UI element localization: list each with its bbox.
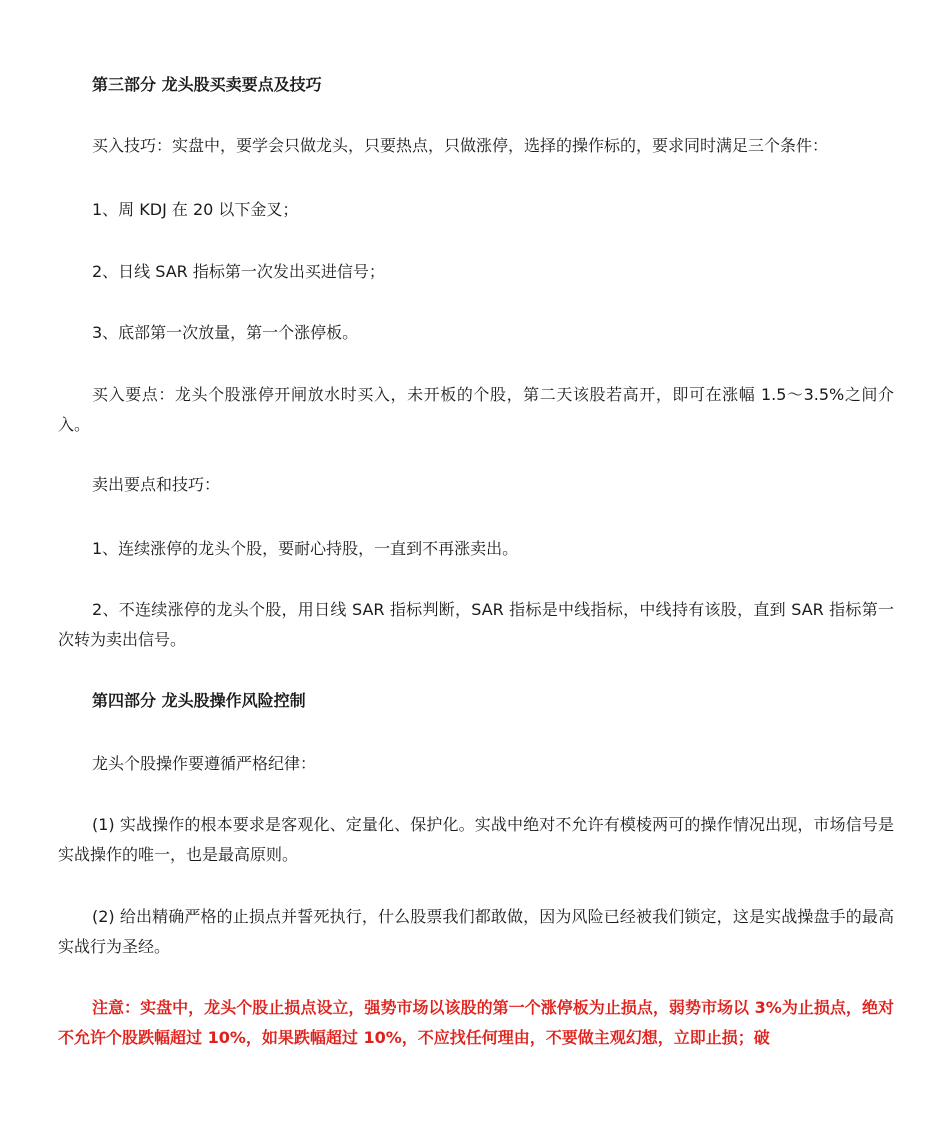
buy-points-paragraph: 买入要点：龙头个股涨停开闸放水时买入，未开板的个股，第二天该股若高开，即可在涨幅 1.5～3.5%之间介入。 xyxy=(58,385,894,434)
sell-rule-1: 1、连续涨停的龙头个股，要耐心持股，一直到不再涨卖出。 xyxy=(92,539,519,558)
discipline-rule-1: (1) 实战操作的根本要求是客观化、定量化、保护化。实战中绝对不允许有模棱两可的操作情况出现，市场信号是实战操作的唯一，也是最高原则。 xyxy=(58,815,894,864)
sell-rule-2: 2、不连续涨停的龙头个股，用日线 SAR 指标判断，SAR 指标是中线指标，中线持有该股，直到 SAR 指标第一次转为卖出信号。 xyxy=(58,600,894,649)
buy-tips-paragraph: 买入技巧：实盘中，要学会只做龙头，只要热点，只做涨停，选择的操作标的，要求同时满足三个条件： xyxy=(92,136,829,155)
discipline-rule-2: (2) 给出精确严格的止损点并誓死执行，什么股票我们都敢做，因为风险已经被我们锁定，这是实战操盘手的最高实战行为圣经。 xyxy=(58,907,894,956)
buy-condition-1: 1、周 KDJ 在 20 以下金叉； xyxy=(92,200,299,219)
section-4-heading: 第四部分 龙头股操作风险控制 xyxy=(92,691,306,710)
risk-note-paragraph: 注意：实盘中，龙头个股止损点设立，强势市场以该股的第一个涨停板为止损点，弱势市场以 3%为止损点，绝对不允许个股跌幅超过 10%，如果跌幅超过 10%，不应找任何理由，不要做主观幻想，立即止损；破 xyxy=(58,998,894,1047)
discipline-intro: 龙头个股操作要遵循严格纪律： xyxy=(92,754,317,773)
sell-tips-heading: 卖出要点和技巧： xyxy=(92,475,221,494)
buy-condition-3: 3、底部第一次放量，第一个涨停板。 xyxy=(92,323,359,342)
buy-condition-2: 2、日线 SAR 指标第一次发出买进信号； xyxy=(92,262,385,281)
section-3-heading: 第三部分 龙头股买卖要点及技巧 xyxy=(92,75,322,94)
